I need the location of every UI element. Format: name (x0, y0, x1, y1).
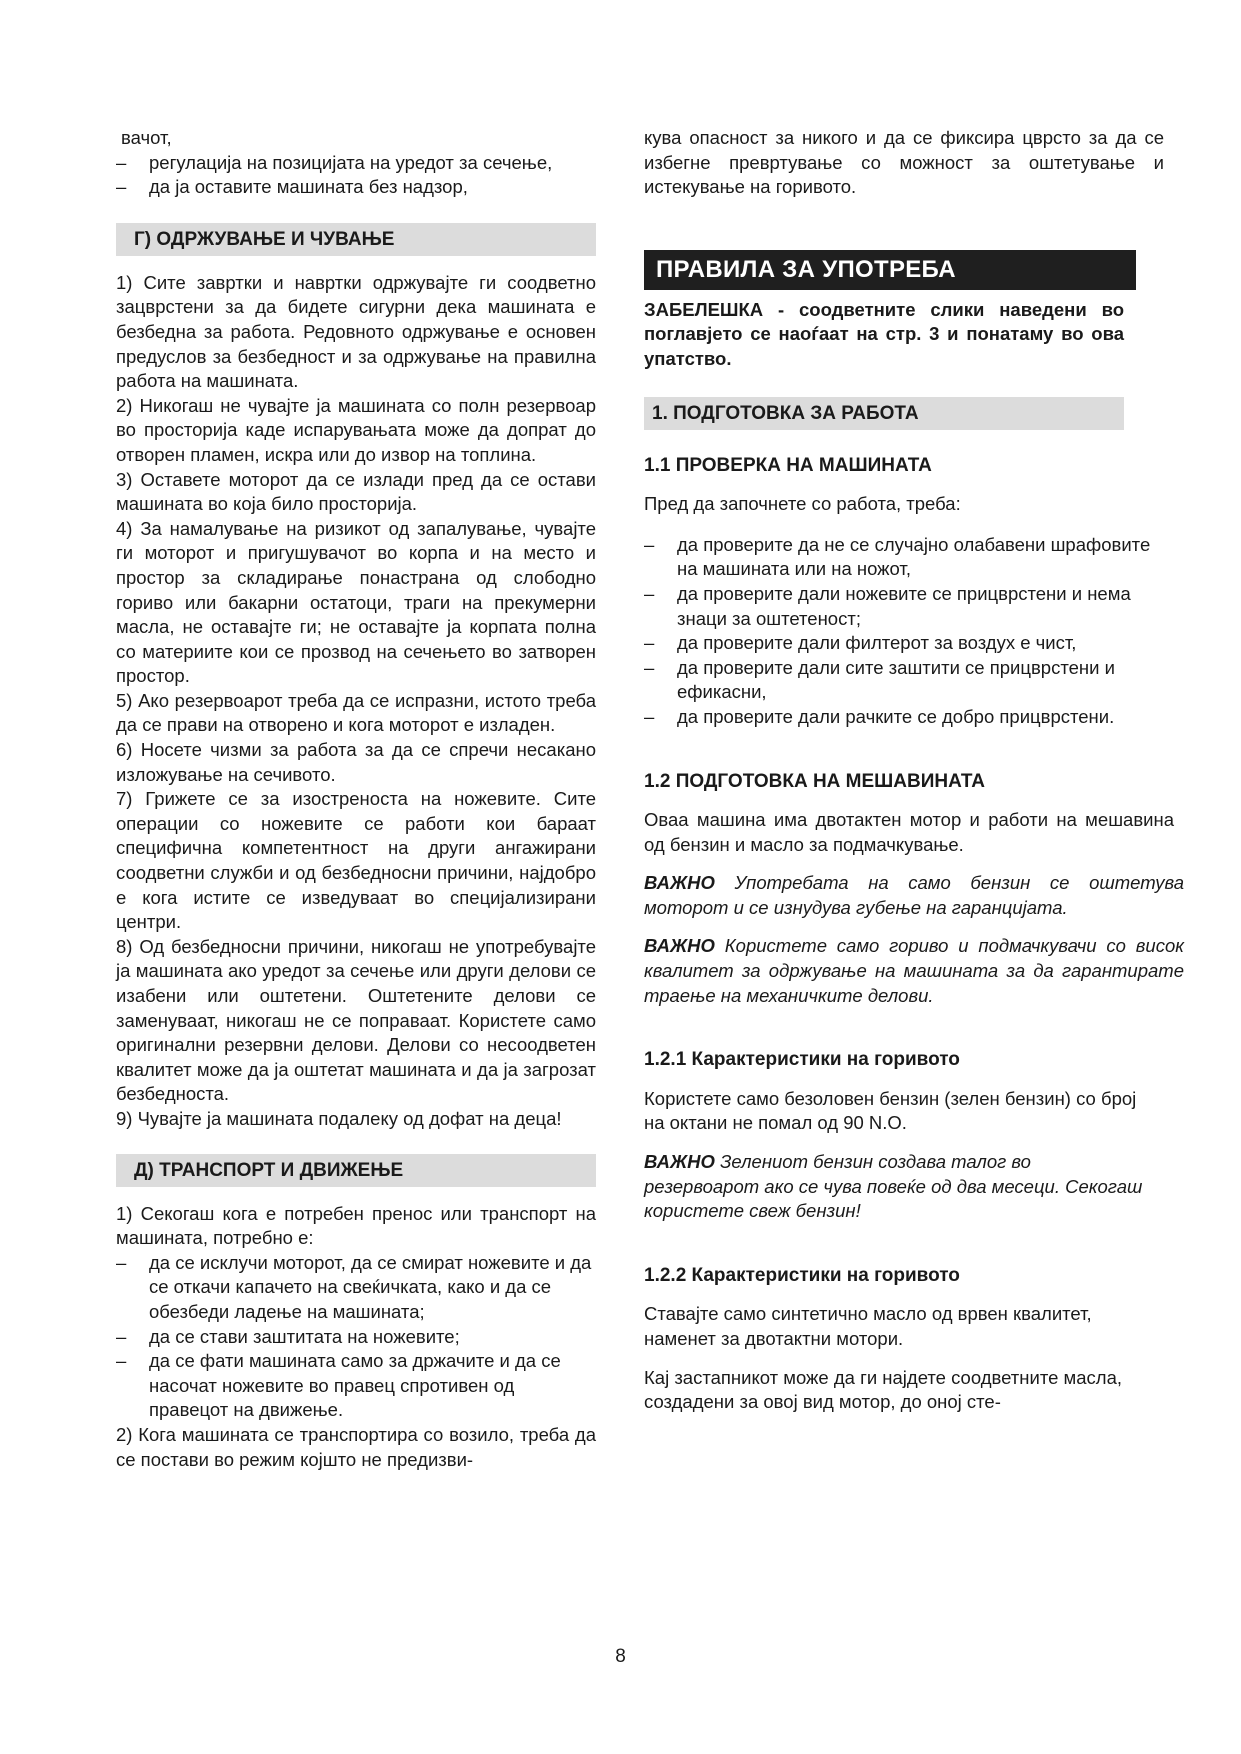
paragraph: 1) Сите завртки и навртки одржувајте ги соодветно зацврстени за да бидете сигурни дека машината е безбедна за работа. Редовното одржување е основен предуслов за безбедност и за одржување на правилна работа на машината. (116, 271, 596, 392)
section-g-body (116, 271, 596, 1132)
paragraph: Пред да започнете со работа, треба: (644, 493, 961, 515)
paragraph: 8) Од безбедносни причини, никогаш не употребувајте ја машината ако уредот за сечење или други делови се изабени или оштетени. Оштетените делови се заменуваат, никогаш не се поправаат. Користете само оригинални резервни делови. Делови со несоодветен квалитет може да ја оштетат машината и да ја загрозат безбедноста. (116, 935, 596, 1105)
important-note: ВАЖНО Употребата на само бензин се оштетува моторот и се изнудува губење на гаранцијата. (644, 872, 1184, 918)
list-item: – да ја оставите машината без надзор, (116, 176, 468, 198)
subsection-heading: 1.2.1 Карактеристики на горивото (644, 1049, 960, 1071)
subsection-heading: 1.1 ПРОВЕРКА НА МАШИНАТА (644, 454, 932, 476)
list-item: – да проверите да не се случајно олабавени шрафовите на машината или на ножот, (644, 533, 1151, 580)
intro-continuation: вачот, (121, 127, 172, 148)
list-item: – да проверите дали филтерот за воздух е чист, (644, 632, 1077, 654)
paragraph: 6) Носете чизми за работа за да се спречи несакано изложување на сечивото. (116, 739, 596, 785)
left-column (116, 126, 596, 1472)
list-item: – да проверите дали сите заштити се прицврстени и ефикасни, (644, 656, 1115, 703)
paragraph: кува опасност за никого и да се фиксира цврсто за да се избегне превртување со можност за оштетување и истекување на горивото. (644, 127, 1164, 198)
section-heading-d: Д) ТРАНСПОРТ И ДВИЖЕЊЕ (116, 1154, 596, 1187)
list-item: – да проверите дали рачките се добро прицврстени. (644, 705, 1115, 727)
important-note: ВАЖНО Користете само гориво и подмачкувачи со висок квалитет за одржување на машината за да гарантирате траење на механичките делови. (644, 935, 1184, 1006)
section-heading-g: Г) ОДРЖУВАЊЕ И ЧУВАЊЕ (116, 223, 596, 256)
list-item: – да проверите дали ножевите се прицврстени и нема знаци за оштетеност; (644, 582, 1131, 629)
list-item: – да се исклучи моторот, да се смират ножевите и да се откачи капачето на свеќичката, како и да се обезбеди ладење на машината; (116, 1251, 592, 1322)
subsection-heading: 1.2 ПОДГОТОВКА НА МЕШАВИНАТА (644, 770, 985, 792)
paragraph: Користете само безоловен бензин (зелен бензин) со број на октани не помал од 90 N.O. (644, 1087, 1137, 1134)
section-d-body (116, 1202, 596, 1473)
list-item: – да се стави заштитата на ножевите; (116, 1325, 460, 1347)
subsection-heading: 1.2.2 Карактеристики на горивото (644, 1264, 960, 1286)
paragraph: 9) Чувајте ја машината подалеку од дофат на деца! (116, 1107, 562, 1129)
paragraph: 3) Оставете моторот да се излади пред да се остави машината во која било просторија. (116, 468, 596, 515)
important-note: ВАЖНО Зелениот бензин создава талог во резервоарот ако се чува повеќе од два месеци. Секогаш користете свеж бензин! (644, 1151, 1143, 1222)
list-item: – регулација на позицијата на уредот за сечење, (116, 151, 553, 173)
paragraph: 1) Секогаш кога е потребен пренос или транспорт на машината, потребно е: (116, 1202, 596, 1249)
paragraph: 7) Грижете се за изостреноста на ножевите. Сите операции со ножевите се работи кои бараат специфична компетентност на други ангажирани соодветни служби и од безбедносни причини, најдобро е кога истите се изведуваат во специјализирани центри. (116, 788, 596, 933)
paragraph: Оваа машина има двотактен мотор и работи на мешавина од бензин и масло за подмачкување. (644, 809, 1174, 855)
page-number: 8 (615, 1646, 626, 1667)
paragraph: 4) За намалување на ризикот од запалување, чувајте ги моторот и пригушувачот во корпа и на место и простор за складирање понастрана од слободно гориво или бакарни остатоци, траги на прекумерни масла, не оставајте ги; не оставајте ја корпата полна со материите кои се прозвод на сечењето во затворен простор. (116, 517, 596, 687)
note: ЗАБЕЛЕШКА - соодветните слики наведени во поглавјето се наоѓаат на стр. 3 и понатаму во ова упатство. (644, 298, 1124, 369)
paragraph: 5) Ако резервоарот треба да се испразни, истото треба да се прави на отворено и кога моторот е изладен. (116, 689, 596, 736)
list-item: – да се фати машината само за држачите и да се насочат ножевите во правец спротивен од правецот на движење. (116, 1350, 561, 1421)
right-column (644, 126, 1204, 1415)
paragraph: Кај застапникот може да ги најдете соодветните масла, создадени за овој вид мотор, до оној сте- (644, 1366, 1123, 1413)
section-heading-1: 1. ПОДГОТОВКА ЗА РАБОТА (644, 397, 1124, 430)
paragraph: 2) Никогаш не чувајте ја машината со полн резервоар во просторија каде испарувањата може да допрат до отворен пламен, искра или до извор на топлина. (116, 394, 596, 465)
checklist (644, 533, 1159, 730)
main-heading: ПРАВИЛА ЗА УПОТРЕБА (644, 250, 1136, 290)
paragraph: 2) Кога машината се транспортира со возило, треба да се постави во режим којшто не предизви- (116, 1423, 596, 1470)
paragraph: Ставајте само синтетично масло од врвен квалитет, наменет за двотактни мотори. (644, 1303, 1092, 1349)
